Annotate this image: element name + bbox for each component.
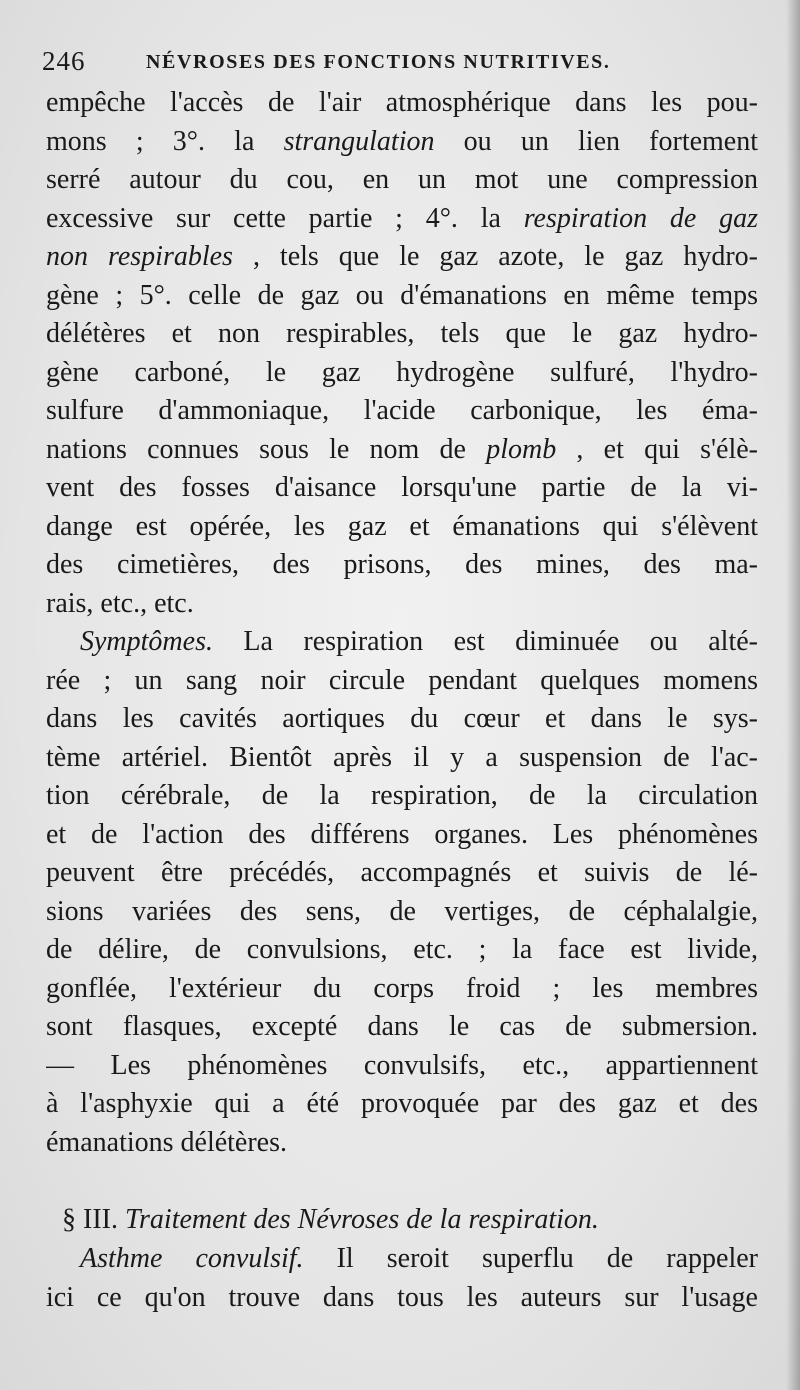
line-text: délétères et non respirables, tels que le gaz hydro- (46, 318, 758, 349)
italic-text: non respirables (46, 241, 233, 272)
paragraph-asphyxia-causes (46, 84, 758, 623)
text-line (46, 431, 758, 470)
text-line (46, 1085, 758, 1124)
text-line (46, 623, 758, 662)
italic-text: Symptômes. (80, 626, 213, 657)
line-text: et de l'action des différens organes. Les phénomènes (46, 818, 758, 850)
section-heading (46, 1200, 758, 1240)
section-number: § III. (62, 1204, 125, 1235)
line-text: dans les cavités aortiques du cœur et dans le sys- (46, 703, 758, 734)
line-text: empêche l'accès de l'air atmosphérique dans les pou- (46, 87, 758, 118)
text-line (46, 1240, 758, 1279)
line-text: tème artériel. Bientôt après il y a suspension de l'ac- (46, 741, 758, 773)
text-line (46, 1279, 758, 1318)
line-text: Il seroit superflu de rappeler (303, 1243, 758, 1274)
line-text: des cimetières, des prisons, des mines, des ma- (46, 549, 758, 580)
text-line (46, 816, 758, 855)
italic-text: respiration de gaz (523, 202, 758, 234)
line-text: nations connues sous le nom de (46, 433, 487, 465)
text-line (46, 739, 758, 778)
line-text: sions variées des sens, de vertiges, de céphalalgie, (46, 895, 758, 927)
text-line (46, 1124, 758, 1163)
line-text: serré autour du cou, en un mot une compression (46, 164, 758, 195)
line-text: rée ; un sang noir circule pendant quelques momens (46, 664, 758, 696)
line-text: ici ce qu'on trouve dans tous les auteurs sur l'usage (46, 1281, 758, 1313)
text-line (46, 469, 758, 508)
text-line (46, 277, 758, 316)
text-line (46, 777, 758, 816)
page-edge-shadow (786, 0, 800, 1390)
line-text: excessive sur cette partie ; 4°. la (46, 202, 524, 234)
line-text: gène ; 5°. celle de gaz ou d'émanations en même temps (46, 279, 758, 311)
text-line (46, 700, 758, 739)
text-line (46, 970, 758, 1009)
text-line (46, 123, 758, 162)
line-text: vent des fosses d'aisance lorsqu'une partie de la vi- (46, 472, 758, 503)
text-line (46, 354, 758, 393)
text-line (46, 200, 758, 239)
text-line (46, 662, 758, 701)
text-line (46, 161, 758, 200)
text-line (46, 1047, 758, 1086)
line-text: peuvent être précédés, accompagnés et suivis de lé- (46, 857, 758, 888)
text-line (46, 508, 758, 547)
line-text: sulfure d'ammoniaque, l'acide carbonique, les éma- (46, 395, 758, 426)
text-line (46, 585, 758, 624)
text-line (46, 854, 758, 893)
text-line (46, 238, 758, 277)
body-text (46, 84, 758, 1317)
section-spacer (46, 1162, 758, 1200)
text-line (46, 546, 758, 585)
line-text: à l'asphyxie qui a été provoquée par des gaz et des (46, 1088, 758, 1119)
line-text: La respiration est diminuée ou alté- (212, 626, 758, 657)
page-header (42, 44, 762, 78)
line-text: , tels que le gaz azote, le gaz hydro- (232, 241, 758, 272)
line-text: gène carboné, le gaz hydrogène sulfuré, l'hydro- (46, 356, 758, 388)
line-text: , et qui s'élè- (556, 433, 758, 465)
line-text: tion cérébrale, de la respiration, de la circulation (46, 780, 758, 811)
text-line (46, 315, 758, 354)
section-title: Traitement des Névroses de la respiration. (124, 1204, 599, 1235)
line-text: mons ; 3°. la (46, 125, 284, 157)
text-line (46, 931, 758, 970)
italic-text: strangulation (283, 125, 435, 157)
line-text: rais, etc., etc. (46, 587, 194, 619)
running-head: NÉVROSES DES FONCTIONS NUTRITIVES. (146, 51, 611, 73)
italic-text: plomb (486, 433, 557, 465)
line-text: gonflée, l'extérieur du corps froid ; les membres (46, 972, 758, 1004)
line-text: ou un lien fortement (434, 125, 758, 157)
page-number: 246 (42, 46, 86, 76)
text-line (46, 1008, 758, 1047)
text-line (46, 84, 758, 123)
italic-text: Asthme convulsif. (80, 1243, 304, 1274)
line-text: dange est opérée, les gaz et émanations qui s'élèvent (46, 510, 758, 542)
line-text: de délire, de convulsions, etc. ; la face est livide, (46, 934, 758, 965)
text-line (46, 893, 758, 932)
line-text: — Les phénomènes convulsifs, etc., appartiennent (46, 1049, 758, 1081)
line-text: sont flasques, excepté dans le cas de submersion. (46, 1011, 758, 1042)
paragraph-asthma (46, 1240, 758, 1317)
text-line (46, 392, 758, 431)
paragraph-symptoms (46, 623, 758, 1162)
line-text: émanations délétères. (46, 1126, 288, 1158)
